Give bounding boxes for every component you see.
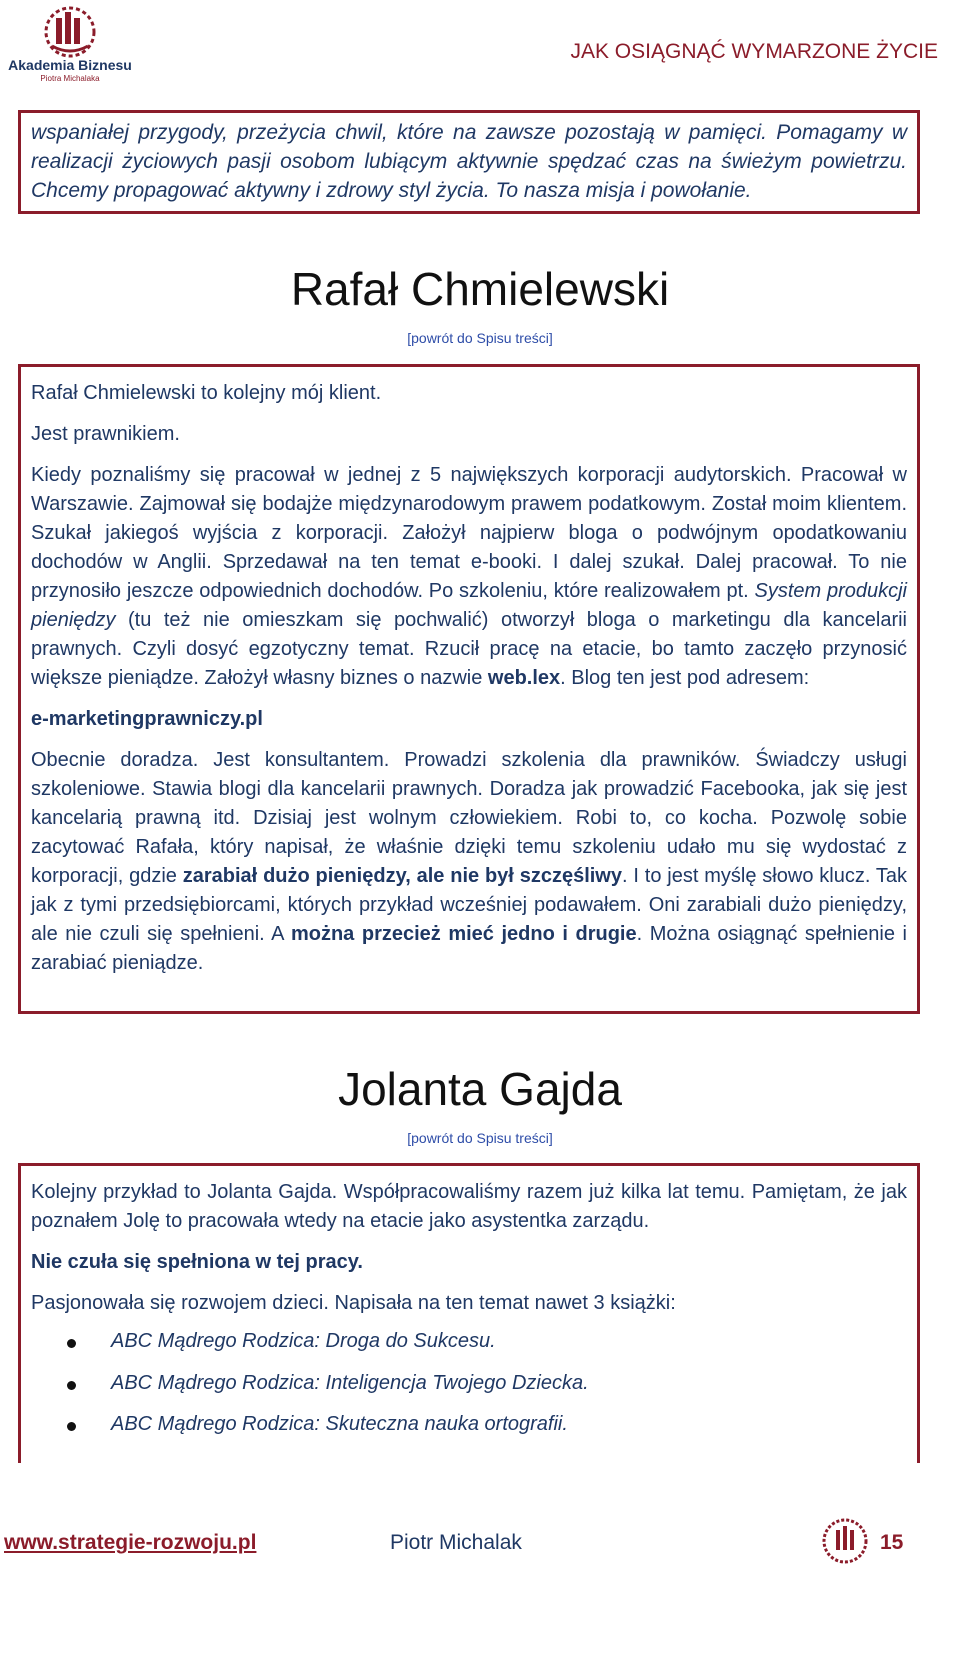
logo-subtitle: Piotra Michalaka bbox=[40, 74, 100, 83]
text-run: . Blog ten jest pod adresem: bbox=[560, 667, 810, 689]
rafal-box bbox=[18, 364, 920, 1014]
blog-url: e-marketingprawniczy.pl bbox=[31, 708, 263, 730]
bullet-icon bbox=[67, 1422, 76, 1431]
footer-author: Piotr Michalak bbox=[390, 1531, 522, 1554]
text-run: Obecnie doradza. Jest konsultantem. Prowadzi szkolenia dla prawników. Świadczy usługi szkoleniowe. Stawia blogi dla kancelarii prawnych. Doradza jak prowadzić Facebooka, jak się jest kancelarią prawną itd. Dzisiaj jest wolnym człowiekiem. Robi to, co kocha. Pozwolę sobie zacytować Rafała, który napisał, że właśnie dzięki temu szkoleniu udało mu się wydostać z korporacji, gdzie bbox=[31, 749, 907, 887]
bullet-icon bbox=[67, 1339, 76, 1348]
paragraph: Kolejny przykład to Jolanta Gajda. Współpracowaliśmy razem już kilka lat temu. Pamiętam, że jak poznałem Jolę to pracowała wtedy na etacie jako asystentka zarządu. bbox=[31, 1181, 907, 1232]
book-title: ABC Mądrego Rodzica: Inteligencja Twojego Dziecka. bbox=[111, 1372, 589, 1394]
book-title: ABC Mądrego Rodzica: Skuteczna nauka ortografii. bbox=[111, 1413, 568, 1435]
document-header-title: JAK OSIĄGNĄĆ WYMARZONE ŻYCIE bbox=[570, 40, 938, 63]
text-run: (tu też nie omieszkam się pochwalić) otworzył bloga o marketingu dla kancelarii prawnych. Czyli dosyć egzotyczny temat. Rzucił pracę na etacie, bo tamto zaczęło przynosić większe pieniądze. Założył własny biznes o nazwie bbox=[31, 609, 907, 689]
paragraph bbox=[31, 461, 907, 693]
back-to-toc-link[interactable]: [powrót do Spisu treści] bbox=[407, 330, 553, 346]
back-to-toc-link[interactable]: [powrót do Spisu treści] bbox=[407, 1130, 553, 1146]
text-run: Kiedy poznaliśmy się pracował w jednej z 5 największych korporacji audytorskich. Pracował w Warszawie. Zajmował się bodajże międzynarodowym prawem podatkowym. Został moim klientem. Szukał jakiegoś wyjścia z korporacji. Założył najpierw bloga o podwójnym opodatkowaniu dochodów w Anglii. Sprzedawał na ten temat e-booki. I dalej szukał. Dalej pracował. To nie przynosiło jeszcze odpowiednich dochodów. Po szkoleniu, które realizowałem pt. bbox=[31, 464, 907, 602]
section-title-rafal: Rafał Chmielewski bbox=[290, 263, 670, 315]
intro-text: wspaniałej przygody, przeżycia chwil, które na zawsze pozostają w pamięci. Pomagamy w realizacji życiowych pasji osobom lubiącym aktywnie spędzać czas na świeżym powietrzu. Chcemy propagować aktywny i zdrowy styl życia. To nasza misja i powołanie. bbox=[31, 121, 907, 202]
paragraph: Rafał Chmielewski to kolejny mój klient. bbox=[31, 382, 382, 404]
logo-name: Akademia Biznesu bbox=[8, 57, 132, 73]
footer-logo-icon bbox=[820, 1516, 870, 1566]
paragraph bbox=[31, 746, 907, 978]
bold-text: web.lex bbox=[487, 667, 561, 689]
footer-site-link[interactable]: www.strategie-rozwoju.pl bbox=[4, 1531, 257, 1554]
bold-text: można przecież mieć jedno i drugie bbox=[290, 923, 637, 945]
paragraph-bold: Nie czuła się spełniona w tej pracy. bbox=[31, 1251, 363, 1273]
intro-box bbox=[18, 110, 920, 214]
italic-text: System produkcji pieniędzy bbox=[31, 580, 907, 631]
book-title: ABC Mądrego Rodzica: Droga do Sukcesu. bbox=[111, 1330, 496, 1352]
section-title-jolanta: Jolanta Gajda bbox=[338, 1063, 622, 1115]
jolanta-box bbox=[18, 1163, 920, 1463]
paragraph: Pasjonowała się rozwojem dzieci. Napisała na ten temat nawet 3 książki: bbox=[31, 1292, 676, 1314]
text-run: . Można osiągnąć spełnienie i zarabiać pieniądze. bbox=[31, 923, 908, 974]
bold-text: zarabiał dużo pieniędzy, ale nie był szczęśliwy bbox=[182, 865, 622, 887]
text-run: . I to jest myślę słowo klucz. Tak jak z tymi przedsiębiorcami, których przykład wcześniej podawałem. Oni zarabiali dużo pieniędzy, ale nie czuli się spełnieni. A bbox=[31, 865, 907, 945]
paragraph: Jest prawnikiem. bbox=[31, 423, 180, 445]
page-number: 15 bbox=[880, 1531, 904, 1554]
bullet-icon bbox=[67, 1381, 76, 1390]
